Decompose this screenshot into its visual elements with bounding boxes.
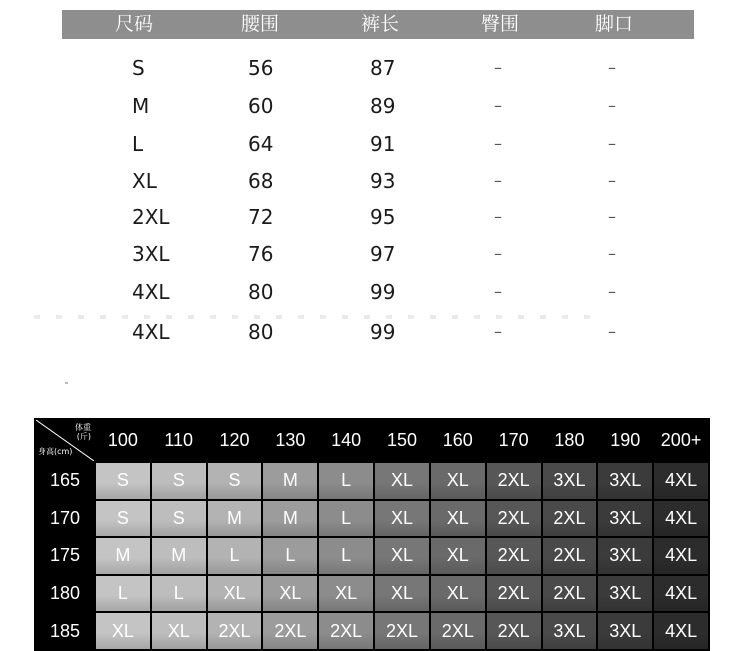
size-recommendation-cell: S — [208, 463, 262, 499]
height-row-header: 165 — [36, 463, 94, 499]
size-chart-cell: L — [132, 132, 144, 156]
size-recommendation-cell: 2XL — [487, 463, 541, 499]
size-chart-cell: 76 — [248, 242, 274, 266]
size-chart-row — [0, 205, 750, 235]
size-chart-header-cell: 臀围 — [480, 13, 520, 35]
size-recommendation-cell: 4XL — [654, 613, 708, 649]
size-recommendation-cell: M — [96, 538, 150, 574]
size-chart-row — [0, 56, 750, 86]
scan-speck — [65, 382, 68, 384]
size-chart-cell: XL — [132, 169, 157, 193]
size-chart-cell: – — [608, 171, 616, 190]
size-chart-cell: 68 — [248, 169, 274, 193]
size-recommendation-cell: M — [152, 538, 206, 574]
size-chart-cell: 87 — [370, 56, 396, 80]
height-row-header: 185 — [36, 613, 94, 649]
size-recommendation-cell: XL — [431, 501, 485, 537]
size-recommendation-cell: 3XL — [543, 613, 597, 649]
size-chart-row — [0, 169, 750, 199]
size-chart-header — [62, 10, 694, 39]
size-chart-cell: 99 — [370, 280, 396, 304]
size-chart-cell: – — [494, 171, 502, 190]
size-recommendation-cell: 3XL — [543, 463, 597, 499]
size-chart-cell: – — [608, 58, 616, 77]
size-recommendation-cell: 2XL — [375, 613, 429, 649]
size-recommendation-cell: 2XL — [487, 538, 541, 574]
size-chart-header-cell: 腰围 — [240, 13, 280, 35]
size-chart-cell: 3XL — [132, 242, 170, 266]
size-recommendation-cell: 2XL — [319, 613, 373, 649]
size-chart-cell: 89 — [370, 94, 396, 118]
size-recommendation-cell: S — [152, 501, 206, 537]
size-recommendation-cell: XL — [208, 576, 262, 612]
size-chart-cell: 64 — [248, 132, 274, 156]
size-chart-row — [0, 132, 750, 162]
weight-column-header: 110 — [152, 420, 206, 461]
size-chart-cell: – — [608, 134, 616, 153]
size-chart-header-cell: 尺码 — [114, 13, 154, 35]
size-chart-cell: M — [132, 94, 150, 118]
size-chart-cell: 4XL — [132, 280, 170, 304]
size-recommendation-cell: 4XL — [654, 576, 708, 612]
size-chart-cell: 80 — [248, 280, 274, 304]
size-recommendation-cell: XL — [431, 463, 485, 499]
size-recommendation-cell: 2XL — [543, 501, 597, 537]
size-recommendation-cell: XL — [375, 463, 429, 499]
size-chart-cell: – — [494, 282, 502, 301]
size-chart-header-cell: 脚口 — [594, 13, 634, 35]
size-chart-cell: – — [494, 58, 502, 77]
size-recommendation-cell: 2XL — [543, 576, 597, 612]
size-recommendation-cell: 2XL — [263, 613, 317, 649]
size-chart-cell: 4XL — [132, 320, 170, 344]
size-chart-cell: – — [608, 96, 616, 115]
size-chart-cell: 97 — [370, 242, 396, 266]
weight-column-header: 120 — [208, 420, 262, 461]
size-chart-cell: – — [494, 96, 502, 115]
size-recommendation-grid — [34, 418, 710, 651]
size-chart-cell: – — [608, 207, 616, 226]
size-recommendation-cell: XL — [263, 576, 317, 612]
size-chart-cell: 60 — [248, 94, 274, 118]
size-chart-cell: – — [494, 244, 502, 263]
size-chart-cell: – — [608, 322, 616, 341]
size-chart-cell: – — [608, 244, 616, 263]
size-recommendation-cell: XL — [375, 576, 429, 612]
size-chart-cell: 80 — [248, 320, 274, 344]
weight-label-text: 体重 — [75, 423, 91, 432]
weight-column-header: 160 — [431, 420, 485, 461]
size-recommendation-cell: 2XL — [487, 501, 541, 537]
size-chart-cell: – — [494, 134, 502, 153]
size-recommendation-cell: 4XL — [654, 501, 708, 537]
size-chart-cell: 93 — [370, 169, 396, 193]
corner-height-label: 身高(cm) — [38, 447, 73, 456]
size-recommendation-cell: S — [96, 501, 150, 537]
size-recommendation-cell: XL — [431, 576, 485, 612]
size-chart-cell: 72 — [248, 205, 274, 229]
weight-column-header: 170 — [487, 420, 541, 461]
corner-weight-label — [75, 423, 91, 441]
size-recommendation-cell: 3XL — [598, 613, 652, 649]
size-chart-row — [0, 242, 750, 272]
height-row-header: 170 — [36, 501, 94, 537]
size-recommendation-cell: 3XL — [598, 576, 652, 612]
weight-column-header: 180 — [543, 420, 597, 461]
weight-unit-text: (斤) — [76, 432, 91, 441]
size-chart-header-cell: 裤长 — [360, 13, 400, 35]
size-recommendation-cell: M — [263, 463, 317, 499]
size-recommendation-cell: XL — [319, 576, 373, 612]
size-chart-cell: – — [608, 282, 616, 301]
size-chart-cell: 95 — [370, 205, 396, 229]
size-recommendation-cell: L — [263, 538, 317, 574]
size-recommendation-cell: L — [208, 538, 262, 574]
weight-column-header: 190 — [598, 420, 652, 461]
size-recommendation-cell: 2XL — [487, 576, 541, 612]
scan-noise-line — [34, 315, 594, 319]
size-recommendation-cell: 2XL — [431, 613, 485, 649]
size-recommendation-cell: M — [263, 501, 317, 537]
size-chart-row — [0, 94, 750, 124]
weight-column-header: 100 — [96, 420, 150, 461]
size-recommendation-cell: XL — [375, 538, 429, 574]
size-recommendation-cell: L — [319, 501, 373, 537]
weight-column-header: 140 — [319, 420, 373, 461]
grid-corner-cell — [36, 420, 94, 461]
size-recommendation-cell: 2XL — [208, 613, 262, 649]
size-chart-row — [0, 280, 750, 310]
size-recommendation-cell: S — [96, 463, 150, 499]
size-recommendation-cell: XL — [96, 613, 150, 649]
size-recommendation-cell: S — [152, 463, 206, 499]
size-recommendation-cell: L — [319, 538, 373, 574]
size-recommendation-cell: L — [152, 576, 206, 612]
weight-column-header: 200+ — [654, 420, 708, 461]
size-recommendation-cell: 4XL — [654, 463, 708, 499]
size-chart-cell: 91 — [370, 132, 396, 156]
size-recommendation-cell: L — [96, 576, 150, 612]
size-recommendation-cell: 4XL — [654, 538, 708, 574]
size-chart-cell: – — [494, 207, 502, 226]
size-recommendation-cell: 3XL — [598, 501, 652, 537]
size-chart-cell: S — [132, 56, 145, 80]
size-recommendation-cell: 2XL — [487, 613, 541, 649]
size-recommendation-cell: 2XL — [543, 538, 597, 574]
size-recommendation-cell: XL — [152, 613, 206, 649]
size-chart-cell: – — [494, 322, 502, 341]
size-recommendation-cell: 3XL — [598, 538, 652, 574]
size-chart-cell: 2XL — [132, 205, 170, 229]
size-chart-cell: 99 — [370, 320, 396, 344]
height-row-header: 180 — [36, 576, 94, 612]
size-chart-row — [0, 320, 750, 350]
weight-column-header: 150 — [375, 420, 429, 461]
size-recommendation-cell: M — [208, 501, 262, 537]
size-recommendation-cell: XL — [431, 538, 485, 574]
height-row-header: 175 — [36, 538, 94, 574]
size-recommendation-cell: XL — [375, 501, 429, 537]
size-recommendation-cell: 3XL — [598, 463, 652, 499]
size-recommendation-cell: L — [319, 463, 373, 499]
size-chart-cell: 56 — [248, 56, 274, 80]
weight-column-header: 130 — [263, 420, 317, 461]
